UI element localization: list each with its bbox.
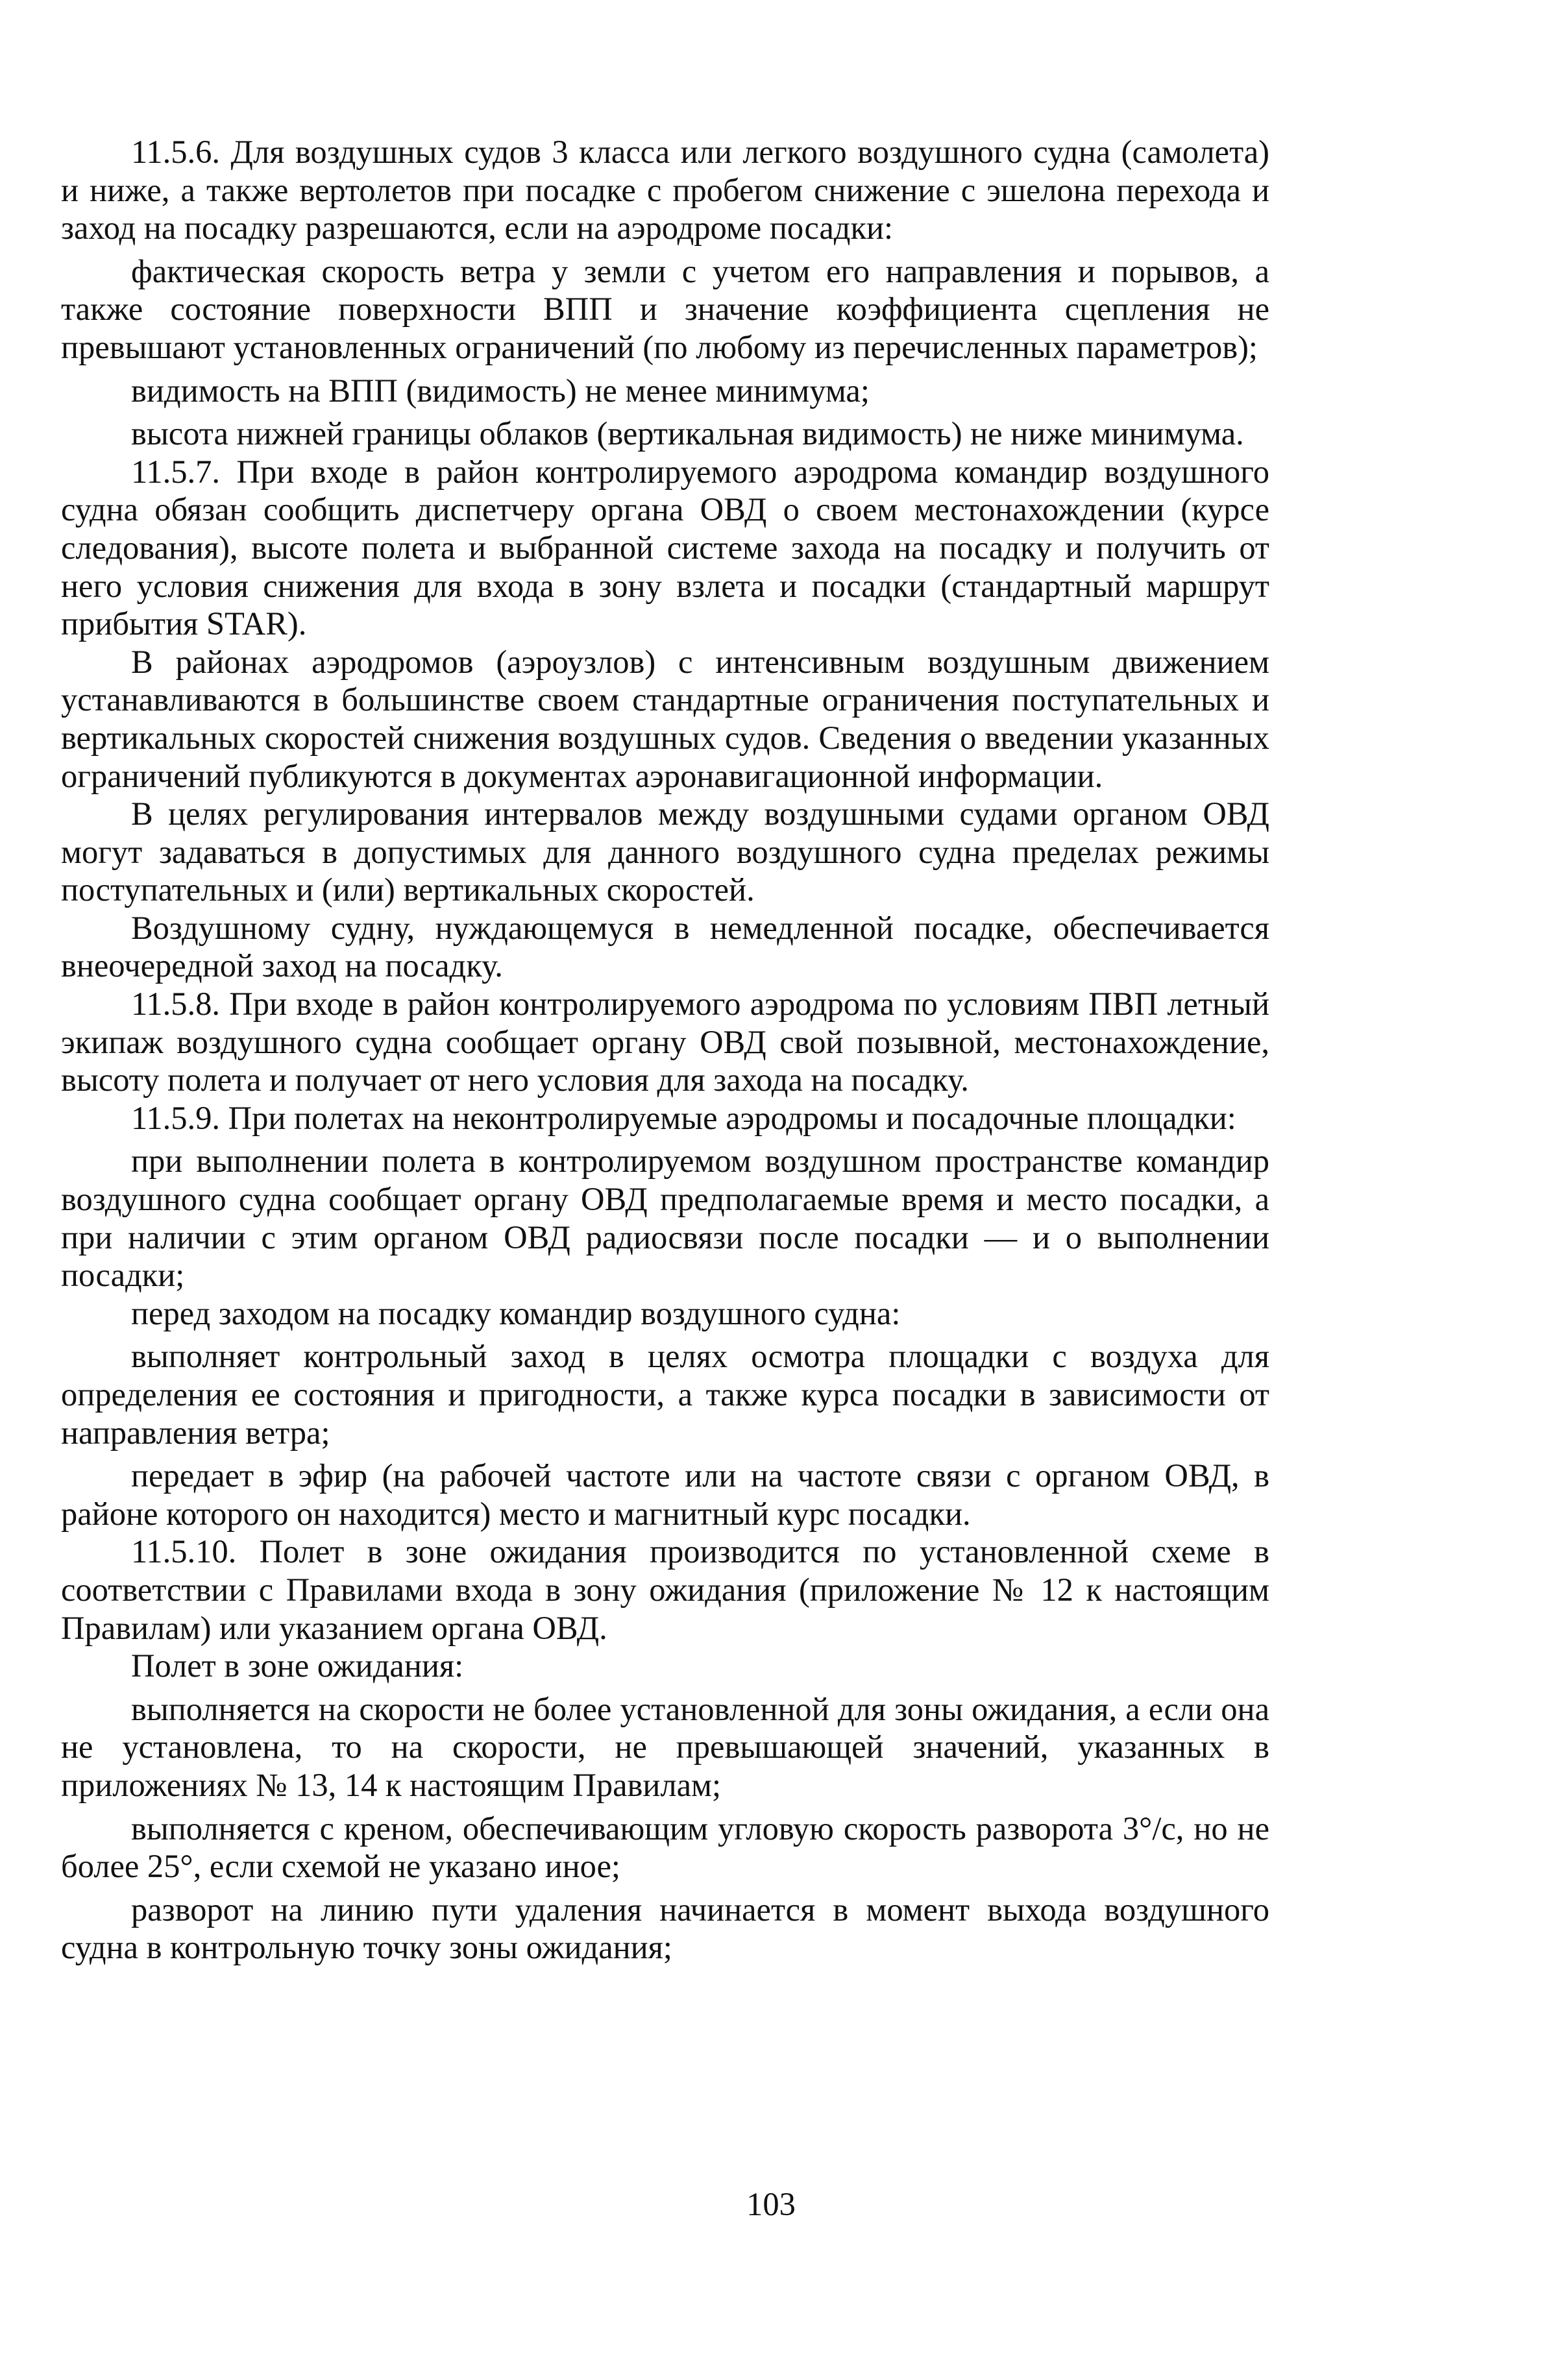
paragraph-controlled-airspace: при выполнении полета в контролируемом воздушном пространстве командир воздушного судна сообщает органу ОВД предполагаемые время и место посадки, а при наличии с этим органом ОВД радиосвязи после посадки — и о выполнении посадки; [61, 1143, 1269, 1294]
paragraph-11-5-6: 11.5.6. Для воздушных судов 3 класса или легкого воздушного судна (самолета) и ниже, а также вертолетов при посадке с пробегом снижение с эшелона перехода и заход на посадку разрешаются, если на аэродроме посадки: [61, 134, 1269, 247]
paragraph-11-5-7: 11.5.7. При входе в район контролируемого аэродрома командир воздушного судна обязан сообщить диспетчеру органа ОВД о своем местонахождении (курсе следования), высоте полета и выбранной системе захода на посадку и получить от него условия снижения для входа в зону взлета и посадки (стандартный маршрут прибытия STAR). [61, 453, 1269, 642]
paragraph-priority-landing: Воздушному судну, нуждающемуся в немедленной посадке, обеспечивается внеочередной заход на посадку. [61, 909, 1269, 984]
paragraph-broadcast: передает в эфир (на рабочей частоте или на частоте связи с органом ОВД, в районе которого он находится) место и магнитный курс посадки. [61, 1457, 1269, 1532]
paragraph-interval-regulation: В целях регулирования интервалов между воздушными судами органом ОВД могут задаваться в допустимых для данного воздушного судна пределах режимы поступательных и (или) вертикальных скоростей. [61, 795, 1269, 908]
paragraph-holding-bank: выполняется с креном, обеспечивающим угловую скорость разворота 3°/с, но не более 25°, если схемой не указано иное; [61, 1810, 1269, 1885]
paragraph-11-5-9: 11.5.9. При полетах на неконтролируемые аэродромы и посадочные площадки: [131, 1099, 1236, 1136]
page-number: 103 [746, 2186, 796, 2222]
paragraph-wind-condition: фактическая скорость ветра у земли с учетом его направления и порывов, а также состояние поверхности ВПП и значение коэффициента сцепления не превышают установленных ограничений (по любому из перечисленных параметров); [61, 252, 1269, 365]
paragraph-speed-restrictions: В районах аэродромов (аэроузлов) с интенсивным воздушным движением устанавливаются в большинстве своем стандартные ограничения поступательных и вертикальных скоростей снижения воздушных судов. Сведения о введении указанных ограничений публикуются в документах аэронавигационной информации. [61, 643, 1269, 794]
paragraph-visibility: видимость на ВПП (видимость) не менее минимума; [131, 372, 870, 409]
paragraph-outbound-turn: разворот на линию пути удаления начинается в момент выхода воздушного судна в контрольную точку зоны ожидания; [61, 1891, 1269, 1966]
paragraph-control-approach: выполняет контрольный заход в целях осмотра площадки с воздуха для определения ее состояния и пригодности, а также курса посадки в зависимости от направления ветра; [61, 1338, 1269, 1451]
paragraph-before-approach: перед заходом на посадку командир воздушного судна: [131, 1294, 901, 1331]
page-body [61, 133, 1269, 1967]
paragraph-holding-speed: выполняется на скорости не более установленной для зоны ожидания, а если она не установлена, то на скорости, не превышающей значений, указанных в приложениях № 13, 14 к настоящим Правилам; [61, 1690, 1269, 1803]
paragraph-11-5-10: 11.5.10. Полет в зоне ожидания производится по установленной схеме в соответствии с Правилами входа в зону ожидания (приложение № 12 к настоящим Правилам) или указанием органа ОВД. [61, 1533, 1269, 1646]
paragraph-cloud-base: высота нижней границы облаков (вертикальная видимость) не ниже минимума. [131, 415, 1244, 452]
paragraph-11-5-8: 11.5.8. При входе в район контролируемого аэродрома по условиям ПВП летный экипаж воздушного судна сообщает органу ОВД свой позывной, местонахождение, высоту полета и получает от него условия для захода на посадку. [61, 986, 1269, 1099]
paragraph-holding-intro: Полет в зоне ожидания: [131, 1647, 464, 1684]
